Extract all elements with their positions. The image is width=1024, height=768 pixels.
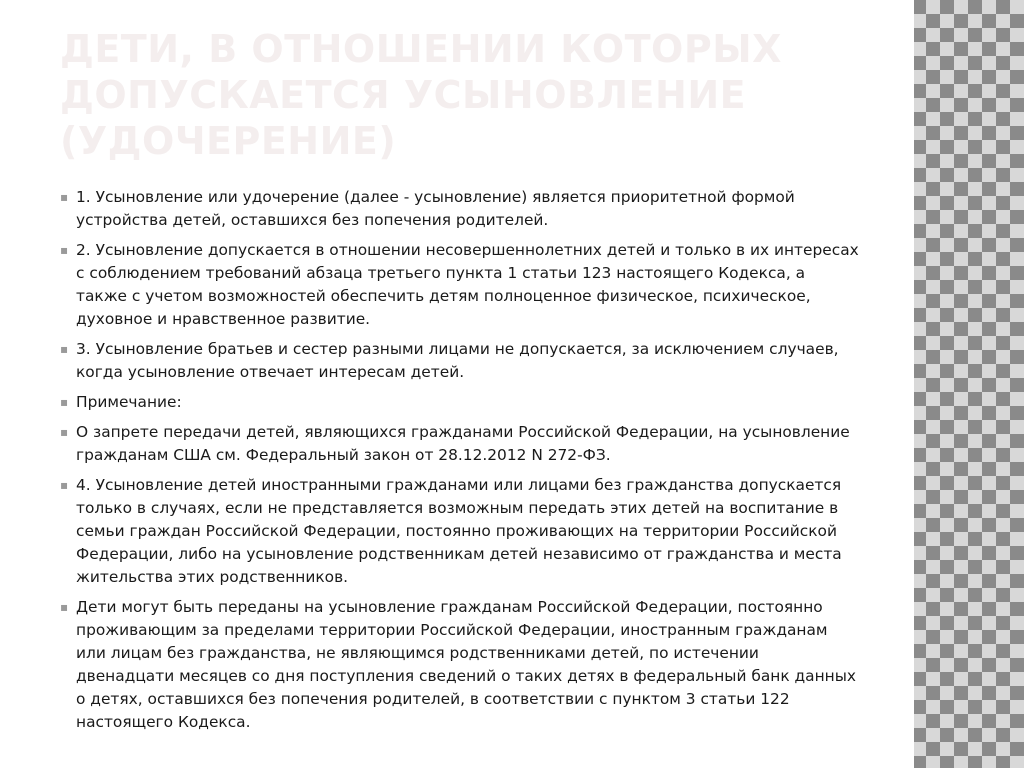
bullet-icon: ▪ — [60, 395, 69, 409]
list-item-text: 1. Усыновление или удочерение (далее - усыновление) является приоритетной формой устройства детей, оставшихся без попечения родителей. — [76, 188, 795, 229]
list-item — [60, 596, 860, 734]
list-item — [60, 421, 860, 467]
bullet-icon: ▪ — [60, 342, 69, 356]
decorative-side-pattern — [912, 0, 1024, 768]
bullet-icon: ▪ — [60, 190, 69, 204]
list-item — [60, 338, 860, 384]
bullet-icon: ▪ — [60, 600, 69, 614]
bullet-icon: ▪ — [60, 425, 69, 439]
list-item — [60, 239, 860, 331]
list-item-text: 3. Усыновление братьев и сестер разными лицами не допускается, за исключением случаев, когда усыновление отвечает интересам детей. — [76, 340, 839, 381]
list-item-text: Примечание: — [76, 393, 182, 411]
list-item-text: О запрете передачи детей, являющихся гражданами Российской Федерации, на усыновление гражданам США см. Федеральный закон от 28.12.2012 N 272-ФЗ. — [76, 423, 850, 464]
list-item-text: 4. Усыновление детей иностранными гражданами или лицами без гражданства допускается только в случаях, если не представляется возможным передать этих детей на воспитание в семьи граждан Российской Федерации, постоянно проживающих на территории Российской Федерации, либо на усыновление родственникам детей независимо от гражданства и места жительства этих родственников. — [76, 476, 842, 586]
list-item — [60, 186, 860, 232]
bullet-list — [60, 186, 860, 741]
list-item — [60, 391, 860, 414]
bullet-icon: ▪ — [60, 478, 69, 492]
bullet-icon: ▪ — [60, 243, 69, 257]
slide-title: ДЕТИ, В ОТНОШЕНИИ КОТОРЫХ ДОПУСКАЕТСЯ УСЫНОВЛЕНИЕ (УДОЧЕРЕНИЕ) — [60, 27, 782, 163]
list-item-text: 2. Усыновление допускается в отношении несовершеннолетних детей и только в их интересах с соблюдением требований абзаца третьего пункта 1 статьи 123 настоящего Кодекса, а также с учетом возможностей обеспечить детям полноценное физическое, психическое, духовное и нравственное развитие. — [76, 241, 859, 328]
list-item — [60, 474, 860, 589]
list-item-text: Дети могут быть переданы на усыновление гражданам Российской Федерации, постоянно проживающим за пределами территории Российской Федерации, иностранным гражданам или лицам без гражданства, не являющимся родственниками детей, по истечении двенадцати месяцев со дня поступления сведений о таких детях в федеральный банк данных о детях, оставшихся без попечения родителей, в соответствии с пунктом 3 статьи 122 настоящего Кодекса. — [76, 598, 856, 731]
